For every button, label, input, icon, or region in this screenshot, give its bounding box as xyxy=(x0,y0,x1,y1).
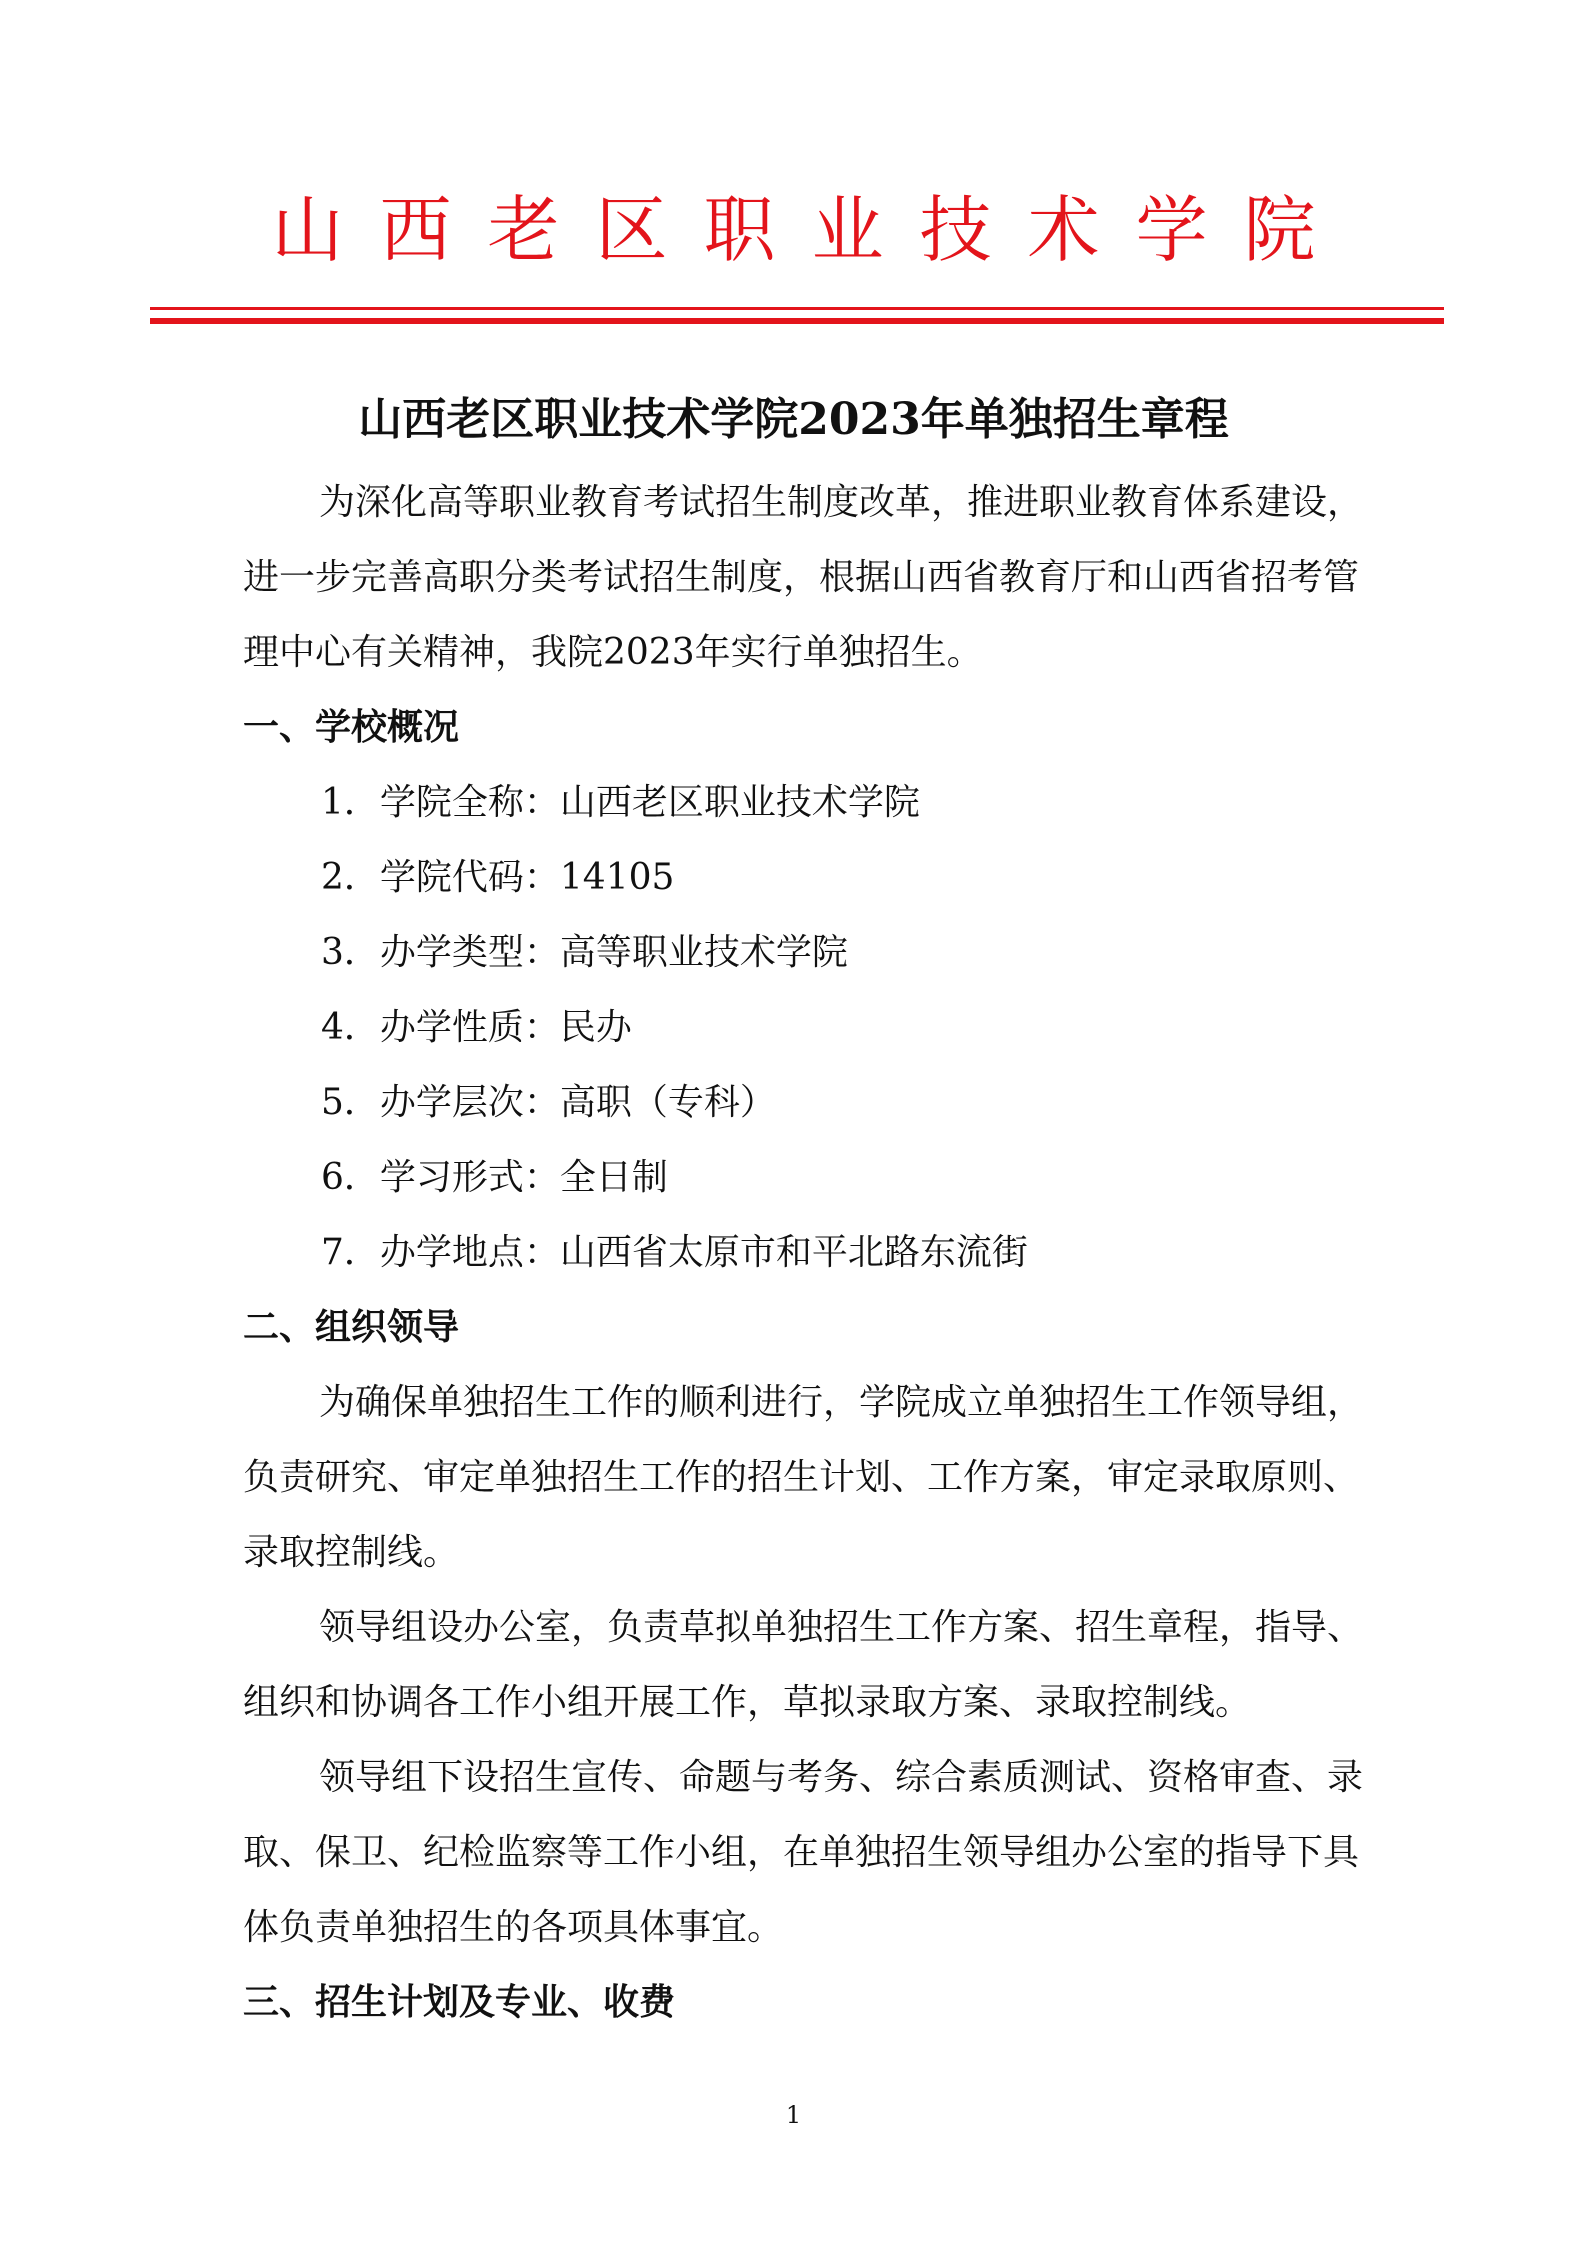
list-item: 2．学院代码：14105 xyxy=(321,857,675,898)
list-item: 4．办学性质：民办 xyxy=(321,1007,632,1048)
list-item: 3．办学类型：高等职业技术学院 xyxy=(321,932,848,973)
document-title: 山西老区职业技术学院2023年单独招生章程 xyxy=(358,394,1229,445)
page-number: 1 xyxy=(785,2101,802,2129)
section-heading-enrollment-plan: 三、招生计划及专业、收费 xyxy=(243,1981,676,2023)
letterhead-institution-name: 山西老区职业技术学院 xyxy=(271,188,1352,272)
body-paragraph: 领导组下设招生宣传、命题与考务、综合素质测试、资格审查、录取、保卫、纪检监察等工作小组，在单独招生领导组办公室的指导下具体负责单独招生的各项具体事宜。 xyxy=(243,1757,1364,1948)
section-heading-organization: 二、组织领导 xyxy=(243,1306,460,1348)
list-item: 5．办学层次：高职（专科） xyxy=(321,1082,776,1123)
list-item: 7．办学地点：山西省太原市和平北路东流街 xyxy=(321,1232,1028,1273)
body-paragraph: 领导组设办公室，负责草拟单独招生工作方案、招生章程，指导、组织和协调各工作小组开展工作，草拟录取方案、录取控制线。 xyxy=(243,1607,1364,1723)
list-item: 6．学习形式：全日制 xyxy=(321,1157,668,1198)
list-item: 1．学院全称：山西老区职业技术学院 xyxy=(321,782,920,823)
section-heading-overview: 一、学校概况 xyxy=(243,706,460,748)
body-paragraph: 为确保单独招生工作的顺利进行，学院成立单独招生工作领导组，负责研究、审定单独招生工作的招生计划、工作方案，审定录取原则、录取控制线。 xyxy=(243,1382,1364,1573)
document-body xyxy=(243,465,1368,2040)
letterhead-rule-thick xyxy=(150,318,1444,324)
letterhead-rule-thin xyxy=(150,307,1444,310)
intro-paragraph: 为深化高等职业教育考试招生制度改革，推进职业教育体系建设，进一步完善高职分类考试招生制度，根据山西省教育厅和山西省招考管理中心有关精神，我院2023年实行单独招生。 xyxy=(243,482,1364,673)
